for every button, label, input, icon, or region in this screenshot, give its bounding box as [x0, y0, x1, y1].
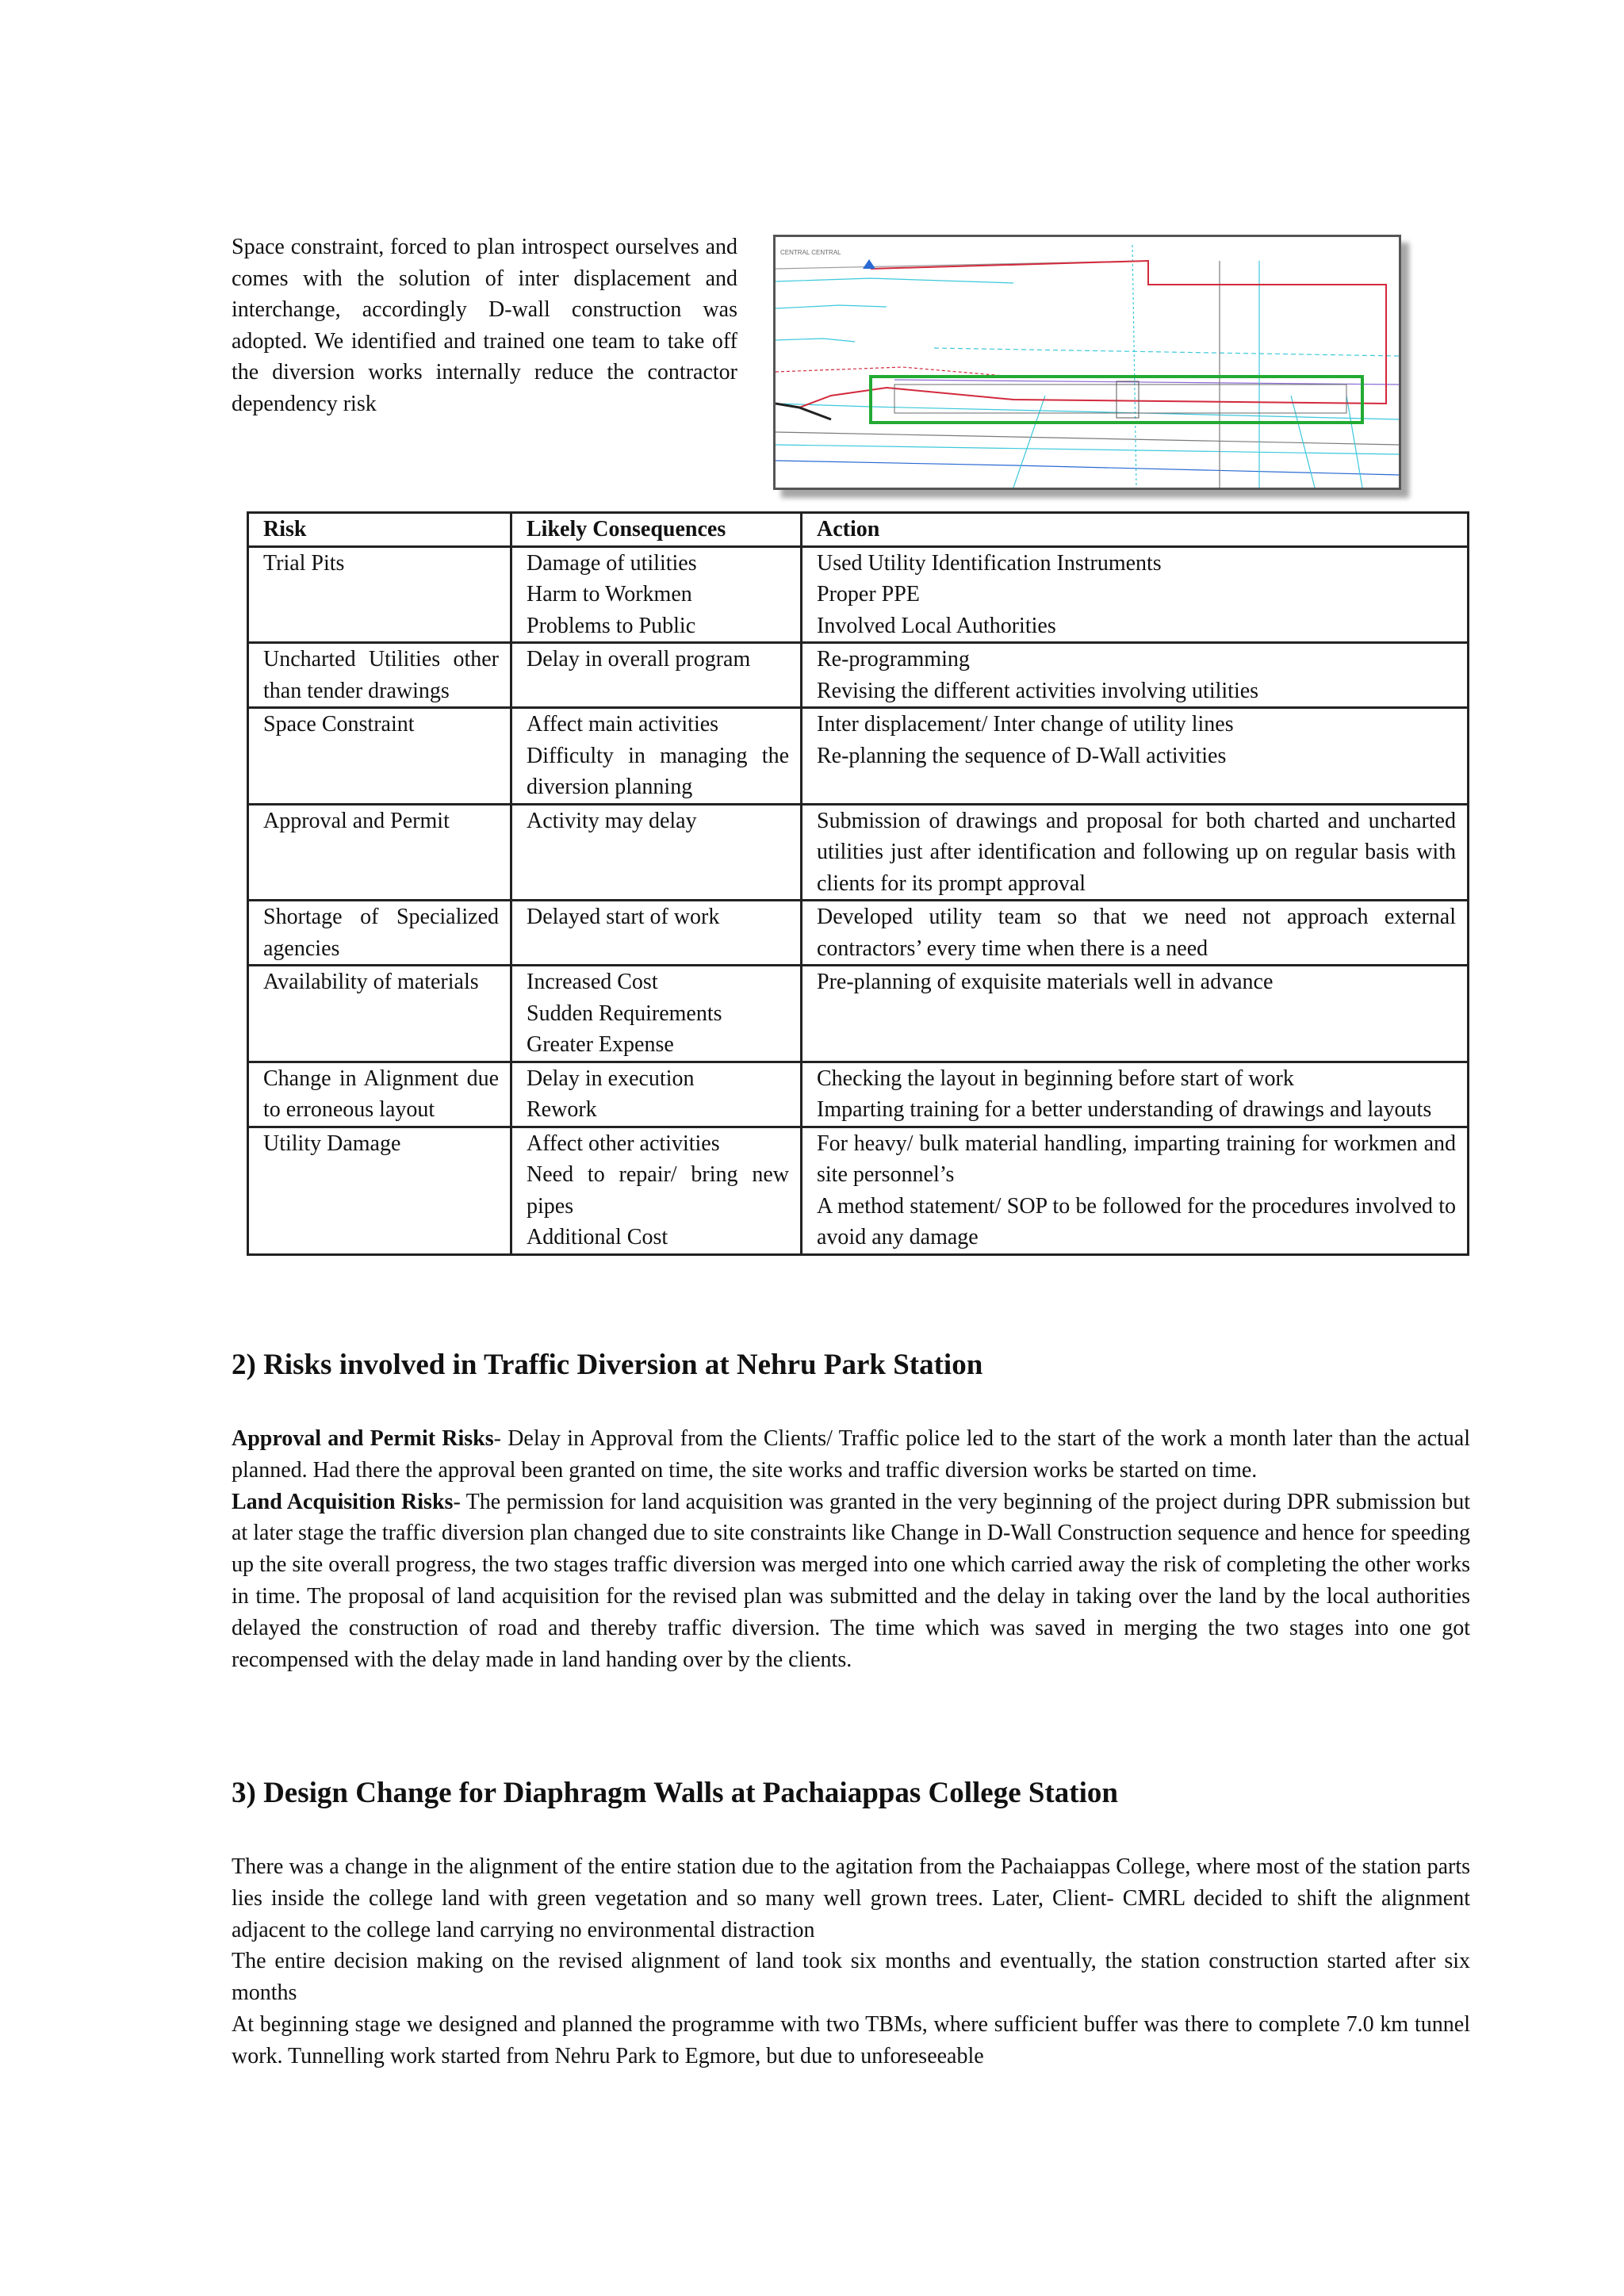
risk-cell — [248, 708, 511, 805]
risk-cell — [248, 804, 511, 901]
risk-cell-line: Change in Alignment due to erroneous layout — [263, 1066, 499, 1122]
consequences-cell-line: Affect other activities — [527, 1131, 720, 1156]
risk-cell — [248, 966, 511, 1062]
risk-cell-line: Uncharted Utilities other than tender drawings — [263, 647, 499, 703]
consequences-cell-line: Affect main activities — [527, 712, 719, 737]
action-cell-line: Checking the layout in beginning before start of work — [817, 1066, 1294, 1091]
site-plan-figure — [773, 235, 1401, 490]
site-plan-drawing — [776, 237, 1399, 488]
tbm-paragraph: At beginning stage we designed and planned the programme with two TBMs, where sufficient buffer was there to complete 7.0 km tunnel work. Tunnelling work started from Nehru Park to Egmore, but due to unforeseeable — [232, 2011, 1470, 2068]
alignment-change-paragraph: There was a change in the alignment of the entire station due to the agitation from the Pachaiappas College, where most of the station parts lies inside the college land with green vegetation and so many well grown trees. Later, Client- CMRL decided to shift the alignment adjacent to the college land carrying no environmental distraction — [232, 1854, 1470, 1942]
risk-cell-line: Utility Damage — [263, 1131, 401, 1156]
section2-heading: 2) Risks involved in Traffic Diversion at Nehru Park Station — [232, 1349, 983, 1381]
section3-heading: 3) Design Change for Diaphragm Walls at Pachaiappas College Station — [232, 1777, 1118, 1809]
consequences-cell-line: Delay in overall program — [527, 647, 751, 672]
action-cell-line: Submission of drawings and proposal for both charted and uncharted utilities just after identification and following up on regular basis with clients for its prompt approval — [817, 808, 1456, 896]
section3-body — [232, 1851, 1470, 2072]
section2-body — [232, 1423, 1470, 1675]
north-arrow-icon — [863, 259, 875, 269]
action-cell — [802, 1062, 1469, 1127]
consequences-cell — [511, 901, 802, 966]
table-row — [248, 804, 1469, 901]
action-cell-line: A method statement/ SOP to be followed for the procedures involved to avoid any damage — [817, 1193, 1456, 1249]
consequences-cell-line: Delay in execution — [527, 1066, 695, 1091]
action-cell-line: Involved Local Authorities — [817, 613, 1056, 638]
risk-cell — [248, 643, 511, 708]
header-risk: Risk — [248, 513, 511, 547]
consequences-cell — [511, 804, 802, 901]
consequences-cell-line: Greater Expense — [527, 1032, 674, 1057]
header-action: Action — [802, 513, 1469, 547]
consequences-cell-line: Need to repair/ bring new pipes — [527, 1162, 789, 1219]
table-row — [248, 1062, 1469, 1127]
risk-cell-line: Shortage of Specialized agencies — [263, 905, 499, 961]
intro-text: Space constraint, forced to plan introspect ourselves and comes with the solution of inter displacement and interchange, accordingly D-wall construction was adopted. We identified and trained one team to take off the diversion works internally reduce the contractor dependency risk — [232, 235, 737, 416]
table-row — [248, 966, 1469, 1062]
header-consequences: Likely Consequences — [511, 513, 802, 547]
action-cell-line: Proper PPE — [817, 582, 920, 607]
approval-permit-label: Approval and Permit Risks — [232, 1426, 494, 1451]
action-cell-line: Revising the different activities involving utilities — [817, 678, 1259, 703]
intro-paragraph — [232, 232, 737, 419]
approval-permit-text: - Delay in Approval from the Clients/ Traffic police led to the start of the work a month later than the actual planned. Had there the approval been granted on time, the site works and traffic diversion works be started on time. — [232, 1426, 1470, 1483]
consequences-cell-line: Increased Cost — [527, 970, 658, 994]
consequences-cell-line: Activity may delay — [527, 808, 697, 833]
consequences-cell-line: Rework — [527, 1097, 597, 1122]
action-cell — [802, 966, 1469, 1062]
consequences-cell — [511, 643, 802, 708]
consequences-cell — [511, 966, 802, 1062]
action-cell — [802, 1127, 1469, 1254]
consequences-cell-line: Damage of utilities — [527, 550, 697, 576]
land-acquisition-paragraph — [232, 1487, 1470, 1676]
table-header-row — [248, 513, 1469, 547]
action-cell-line: Re-programming — [817, 647, 970, 672]
table-row — [248, 643, 1469, 708]
action-cell-line: For heavy/ bulk material handling, imparting training for workmen and site personnel’s — [817, 1131, 1456, 1187]
consequences-cell-line: Problems to Public — [527, 613, 696, 638]
land-acquisition-label: Land Acquisition Risks — [232, 1489, 454, 1514]
utility-lines — [776, 245, 1399, 488]
consequences-cell — [511, 1062, 802, 1127]
action-cell — [802, 901, 1469, 966]
risk-cell — [248, 901, 511, 966]
consequences-cell-line: Difficulty in managing the diversion planning — [527, 743, 789, 799]
site-boundary — [799, 261, 1386, 408]
risk-table-body — [248, 546, 1469, 1254]
land-acquisition-text: - The permission for land acquisition was granted in the very beginning of the project during DPR submission but at later stage the traffic diversion plan changed due to site constraints like Change in D-Wall Construction sequence and hence for speeding up the site overall progress, the two stages traffic diversion was merged into one which carried away the risk of completing the other works in time. The proposal of land acquisition for the revised plan was submitted and the delay in taking over the land by the local authorities delayed the construction of road and thereby traffic diversion. The time which was saved in merging the two stages into one got recompensed with the delay made in land handing over by the clients. — [232, 1489, 1470, 1672]
approval-permit-paragraph — [232, 1423, 1470, 1487]
table-row — [248, 1127, 1469, 1254]
action-cell-line: Used Utility Identification Instruments — [817, 550, 1162, 576]
risk-cell-line: Trial Pits — [263, 550, 345, 576]
consequences-cell-line: Delayed start of work — [527, 905, 720, 929]
risk-cell — [248, 1127, 511, 1254]
table-row — [248, 708, 1469, 805]
consequences-cell-line: Additional Cost — [527, 1225, 668, 1249]
consequences-cell-line: Sudden Requirements — [527, 1001, 722, 1026]
action-cell — [802, 546, 1469, 643]
action-cell-line: Inter displacement/ Inter change of utility lines — [817, 712, 1234, 737]
consequences-cell-line: Harm to Workmen — [527, 582, 692, 607]
risk-cell — [248, 546, 511, 643]
risk-cell-line: Approval and Permit — [263, 808, 450, 833]
action-cell — [802, 708, 1469, 805]
plan-label: CENTRAL CENTRAL — [780, 249, 841, 256]
action-cell-line: Pre-planning of exquisite materials well in advance — [817, 970, 1274, 994]
action-cell-line: Imparting training for a better understanding of drawings and layouts — [817, 1097, 1432, 1122]
action-cell — [802, 804, 1469, 901]
table-row — [248, 546, 1469, 643]
action-cell-line: Developed utility team so that we need not approach external contractors’ every time when there is a need — [817, 905, 1456, 961]
consequences-cell — [511, 546, 802, 643]
risk-cell — [248, 1062, 511, 1127]
risk-table — [247, 511, 1469, 1256]
table-row — [248, 901, 1469, 966]
consequences-cell — [511, 708, 802, 805]
risk-cell-line: Availability of materials — [263, 970, 479, 994]
action-cell-line: Re-planning the sequence of D-Wall activities — [817, 743, 1227, 768]
consequences-cell — [511, 1127, 802, 1254]
action-cell — [802, 643, 1469, 708]
decision-paragraph: The entire decision making on the revised alignment of land took six months and eventually, the station construction started after six months — [232, 1949, 1470, 2006]
risk-cell-line: Space Constraint — [263, 712, 415, 737]
